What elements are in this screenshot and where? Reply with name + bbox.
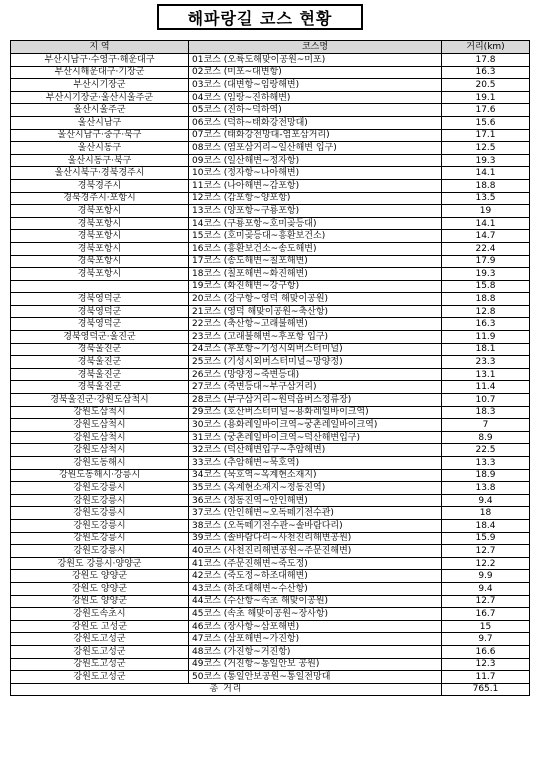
- course-cell: 26코스 (망양정~죽변등대): [189, 368, 442, 381]
- course-cell: 27코스 (죽변등대~부구삼거리): [189, 381, 442, 394]
- region-cell: 경북포항시: [11, 230, 189, 243]
- distance-cell: 13.8: [442, 482, 530, 495]
- column-header-region: 지 역: [11, 41, 189, 54]
- course-cell: 13코스 (양포항~구룡포항): [189, 205, 442, 218]
- region-cell: 울산시남구·중구·북구: [11, 129, 189, 142]
- table-row: [11, 91, 530, 104]
- course-cell: 22코스 (축산항~고래불해변): [189, 318, 442, 331]
- distance-cell: 15.6: [442, 116, 530, 129]
- course-cell: 25코스 (기성시외버스터미널~망양정): [189, 356, 442, 369]
- course-cell: 36코스 (정동진역~안인해변): [189, 494, 442, 507]
- distance-cell: 16.3: [442, 66, 530, 79]
- table-row: [11, 633, 530, 646]
- region-cell: 강원도강릉시: [11, 519, 189, 532]
- region-cell: 부산시남구·수영구·해운대구: [11, 54, 189, 67]
- region-cell: 강원도동해시: [11, 457, 189, 470]
- course-cell: 18코스 (칠포해변~화진해변): [189, 268, 442, 281]
- region-cell: 울산시울주군: [11, 104, 189, 117]
- course-cell: 19코스 (화진해변~강구항): [189, 280, 442, 293]
- distance-cell: 16.7: [442, 608, 530, 621]
- table-row: [11, 79, 530, 92]
- table-row: [11, 280, 530, 293]
- region-cell: 경북포항시: [11, 205, 189, 218]
- course-cell: 05코스 (진하~덕하역): [189, 104, 442, 117]
- table-row: [11, 217, 530, 230]
- table-row: [11, 570, 530, 583]
- distance-cell: 14.1: [442, 167, 530, 180]
- table-row: [11, 293, 530, 306]
- region-cell: 강원도강릉시: [11, 494, 189, 507]
- region-cell: 경북울진군: [11, 368, 189, 381]
- course-cell: 16코스 (흥환보건소~송도해변): [189, 242, 442, 255]
- region-cell: 강원도 양양군: [11, 595, 189, 608]
- region-cell: 경북포항시: [11, 217, 189, 230]
- course-cell: 01코스 (오륙도해맞이공원~미포): [189, 54, 442, 67]
- region-cell: 경북포항시: [11, 268, 189, 281]
- region-cell: 강원도강릉시: [11, 482, 189, 495]
- table-row: [11, 356, 530, 369]
- table-row: [11, 419, 530, 432]
- distance-cell: 13.3: [442, 457, 530, 470]
- region-cell: 강원도삼척시: [11, 444, 189, 457]
- region-cell: 경북울진군: [11, 356, 189, 369]
- region-cell: 강원도동해시·강릉시: [11, 469, 189, 482]
- course-cell: 40코스 (사천진리해변공원~주문진해변): [189, 545, 442, 558]
- distance-cell: 17.8: [442, 54, 530, 67]
- region-cell: 부산시해운대구·기장군: [11, 66, 189, 79]
- region-cell: 경북경주시·포항시: [11, 192, 189, 205]
- distance-cell: 16.3: [442, 318, 530, 331]
- table-row: [11, 179, 530, 192]
- region-cell: 강원도 양양군: [11, 582, 189, 595]
- course-cell: 41코스 (주문진해변~죽도정): [189, 557, 442, 570]
- course-cell: 04코스 (임랑~진하해변): [189, 91, 442, 104]
- region-cell: 경북영덕군: [11, 293, 189, 306]
- region-cell: 강원도강릉시: [11, 532, 189, 545]
- distance-cell: 17.9: [442, 255, 530, 268]
- course-cell: 46코스 (장사항~삼포해변): [189, 620, 442, 633]
- course-cell: 03코스 (대변항~임랑해변): [189, 79, 442, 92]
- distance-cell: 16.6: [442, 645, 530, 658]
- table-row: [11, 645, 530, 658]
- distance-cell: 18.3: [442, 406, 530, 419]
- course-cell: 33코스 (추암해변~묵호역): [189, 457, 442, 470]
- region-cell: 울산시북구·경북경주시: [11, 167, 189, 180]
- table-row: [11, 230, 530, 243]
- course-cell: 11코스 (나아해변~감포항): [189, 179, 442, 192]
- table-row: [11, 457, 530, 470]
- course-table: [10, 40, 530, 696]
- distance-cell: 12.7: [442, 595, 530, 608]
- region-cell: 부산시기장군·울산시울주군: [11, 91, 189, 104]
- table-row: [11, 394, 530, 407]
- distance-cell: 18.8: [442, 293, 530, 306]
- distance-cell: 7: [442, 419, 530, 432]
- table-row: [11, 620, 530, 633]
- course-cell: 49코스 (거진항~통일안보 공원): [189, 658, 442, 671]
- table-row: [11, 595, 530, 608]
- region-cell: 울산시동구: [11, 142, 189, 155]
- table-row: [11, 406, 530, 419]
- distance-cell: 12.3: [442, 658, 530, 671]
- course-cell: 35코스 (옥계현소재지~정동진역): [189, 482, 442, 495]
- region-cell: 경북포항시: [11, 242, 189, 255]
- distance-cell: 15: [442, 620, 530, 633]
- distance-cell: 18.8: [442, 179, 530, 192]
- region-cell: 강원도고성군: [11, 633, 189, 646]
- distance-cell: 14.1: [442, 217, 530, 230]
- course-cell: 32코스 (덕산해변입구~추암해변): [189, 444, 442, 457]
- table-row: [11, 368, 530, 381]
- table-row: [11, 305, 530, 318]
- table-row: [11, 104, 530, 117]
- table-row: [11, 671, 530, 684]
- region-cell: 경북포항시: [11, 255, 189, 268]
- table-row: [11, 129, 530, 142]
- distance-cell: 15.9: [442, 532, 530, 545]
- course-cell: 06코스 (덕하~태화강전망대): [189, 116, 442, 129]
- table-row: [11, 192, 530, 205]
- table-row: [11, 532, 530, 545]
- course-cell: 44코스 (수산항~속초 해맞이공원): [189, 595, 442, 608]
- distance-cell: 11.9: [442, 331, 530, 344]
- region-cell: 부산시기장군: [11, 79, 189, 92]
- region-cell: 경북울진군: [11, 381, 189, 394]
- course-cell: 07코스 (태화강전망대-염포삼거리): [189, 129, 442, 142]
- course-cell: 50코스 (통일안보공원~통일전망대: [189, 671, 442, 684]
- table-row: [11, 116, 530, 129]
- table-row: [11, 268, 530, 281]
- region-cell: 강원도강릉시: [11, 507, 189, 520]
- distance-cell: 22.4: [442, 242, 530, 255]
- table-row: [11, 545, 530, 558]
- region-cell: 강원도 강릉시·양양군: [11, 557, 189, 570]
- distance-cell: 19.1: [442, 91, 530, 104]
- distance-cell: 9.7: [442, 633, 530, 646]
- table-row: [11, 381, 530, 394]
- course-cell: 08코스 (염포삼거리~일산해변 입구): [189, 142, 442, 155]
- total-row: [11, 683, 530, 696]
- table-row: [11, 318, 530, 331]
- distance-cell: 17.1: [442, 129, 530, 142]
- table-row: [11, 431, 530, 444]
- distance-cell: 13.1: [442, 368, 530, 381]
- course-cell: 09코스 (일산해변~정자항): [189, 154, 442, 167]
- table-row: [11, 608, 530, 621]
- region-cell: 강원도삼척시: [11, 431, 189, 444]
- course-cell: 12코스 (감포항~양포항): [189, 192, 442, 205]
- distance-cell: 11.7: [442, 671, 530, 684]
- table-row: [11, 658, 530, 671]
- course-cell: 24코스 (후포항~기성시외버스터미널): [189, 343, 442, 356]
- table-row: [11, 242, 530, 255]
- region-cell: 울산시남구: [11, 116, 189, 129]
- table-row: [11, 331, 530, 344]
- table-row: [11, 205, 530, 218]
- course-cell: 17코스 (송도해변~칠포해변): [189, 255, 442, 268]
- course-cell: 28코스 (부구삼거리~원덕읍버스정류장): [189, 394, 442, 407]
- region-cell: 강원도 양양군: [11, 570, 189, 583]
- table-row: [11, 482, 530, 495]
- distance-cell: 8.9: [442, 431, 530, 444]
- course-cell: 34코스 (묵호역~옥계현소재지): [189, 469, 442, 482]
- course-cell: 15코스 (호미곶등대~흥환보건소): [189, 230, 442, 243]
- table-row: [11, 519, 530, 532]
- region-cell: 강원도고성군: [11, 671, 189, 684]
- distance-cell: 14.7: [442, 230, 530, 243]
- distance-cell: 9.4: [442, 582, 530, 595]
- distance-cell: 23.3: [442, 356, 530, 369]
- course-cell: 29코스 (호산버스터미널~용화레일바이크역): [189, 406, 442, 419]
- column-header-course: 코스명: [189, 41, 442, 54]
- region-cell: 경북영덕군: [11, 318, 189, 331]
- course-cell: 10코스 (정자항~나아해변): [189, 167, 442, 180]
- course-cell: 14코스 (구룡포항~호미곶등대): [189, 217, 442, 230]
- course-cell: 21코스 (영덕 해맞이공원~축산항): [189, 305, 442, 318]
- course-cell: 37코스 (안인해변~오독떼기전수관): [189, 507, 442, 520]
- table-row: [11, 154, 530, 167]
- distance-cell: 9.9: [442, 570, 530, 583]
- distance-cell: 12.7: [442, 545, 530, 558]
- distance-cell: 15.8: [442, 280, 530, 293]
- table-row: [11, 255, 530, 268]
- distance-cell: 10.7: [442, 394, 530, 407]
- column-header-distance: 거리(km): [442, 41, 530, 54]
- distance-cell: 19: [442, 205, 530, 218]
- region-cell: 울산시동구·북구: [11, 154, 189, 167]
- course-cell: 45코스 (속초 해맞이공원~장사항): [189, 608, 442, 621]
- region-cell: 강원도삼척시: [11, 406, 189, 419]
- table-row: [11, 469, 530, 482]
- distance-cell: 12.8: [442, 305, 530, 318]
- region-cell: 강원도고성군: [11, 658, 189, 671]
- course-cell: 47코스 (삼포해변~가진항): [189, 633, 442, 646]
- region-cell: [11, 280, 189, 293]
- distance-cell: 18.9: [442, 469, 530, 482]
- region-cell: 경북울진군·강원도삼척시: [11, 394, 189, 407]
- distance-cell: 19.3: [442, 268, 530, 281]
- region-cell: 경북영덕군·울진군: [11, 331, 189, 344]
- distance-cell: 9.4: [442, 494, 530, 507]
- table-row: [11, 343, 530, 356]
- region-cell: 강원도 고성군: [11, 620, 189, 633]
- distance-cell: 19.3: [442, 154, 530, 167]
- course-cell: 31코스 (궁촌레일바이크역~덕산해변입구): [189, 431, 442, 444]
- course-cell: 48코스 (가진항~거진항): [189, 645, 442, 658]
- course-cell: 23코스 (고래불해변~후포항 입구): [189, 331, 442, 344]
- distance-cell: 12.2: [442, 557, 530, 570]
- region-cell: 강원도강릉시: [11, 545, 189, 558]
- table-row: [11, 507, 530, 520]
- course-cell: 38코스 (오독떼기전수관~솔바람다리): [189, 519, 442, 532]
- course-cell: 20코스 (강구항~영덕 해맞이공원): [189, 293, 442, 306]
- region-cell: 강원도고성군: [11, 645, 189, 658]
- course-cell: 30코스 (용화레일바이크역~궁촌레일바이크역): [189, 419, 442, 432]
- region-cell: 경북경주시: [11, 179, 189, 192]
- distance-cell: 18.1: [442, 343, 530, 356]
- table-row: [11, 142, 530, 155]
- course-cell: 02코스 (미포~대변항): [189, 66, 442, 79]
- distance-cell: 17.6: [442, 104, 530, 117]
- total-distance: 765.1: [442, 683, 530, 696]
- distance-cell: 13.5: [442, 192, 530, 205]
- course-cell: 43코스 (하조대해변~수산항): [189, 582, 442, 595]
- total-label: 총 거리: [11, 683, 442, 696]
- distance-cell: 11.4: [442, 381, 530, 394]
- table-row: [11, 494, 530, 507]
- course-cell: 39코스 (솔바람다리~사천진리해변공원): [189, 532, 442, 545]
- table-row: [11, 582, 530, 595]
- distance-cell: 18: [442, 507, 530, 520]
- distance-cell: 12.5: [442, 142, 530, 155]
- table-row: [11, 54, 530, 67]
- table-body: [11, 54, 530, 684]
- table-row: [11, 444, 530, 457]
- region-cell: 강원도삼척시: [11, 419, 189, 432]
- region-cell: 강원도속초시: [11, 608, 189, 621]
- region-cell: 경북울진군: [11, 343, 189, 356]
- distance-cell: 20.5: [442, 79, 530, 92]
- distance-cell: 22.5: [442, 444, 530, 457]
- distance-cell: 18.4: [442, 519, 530, 532]
- table-row: [11, 66, 530, 79]
- table-row: [11, 557, 530, 570]
- table-row: [11, 167, 530, 180]
- table-header-row: [11, 41, 530, 54]
- page-title: 해파랑길 코스 현황: [157, 4, 363, 30]
- region-cell: 경북영덕군: [11, 305, 189, 318]
- course-cell: 42코스 (죽도정~하조대해변): [189, 570, 442, 583]
